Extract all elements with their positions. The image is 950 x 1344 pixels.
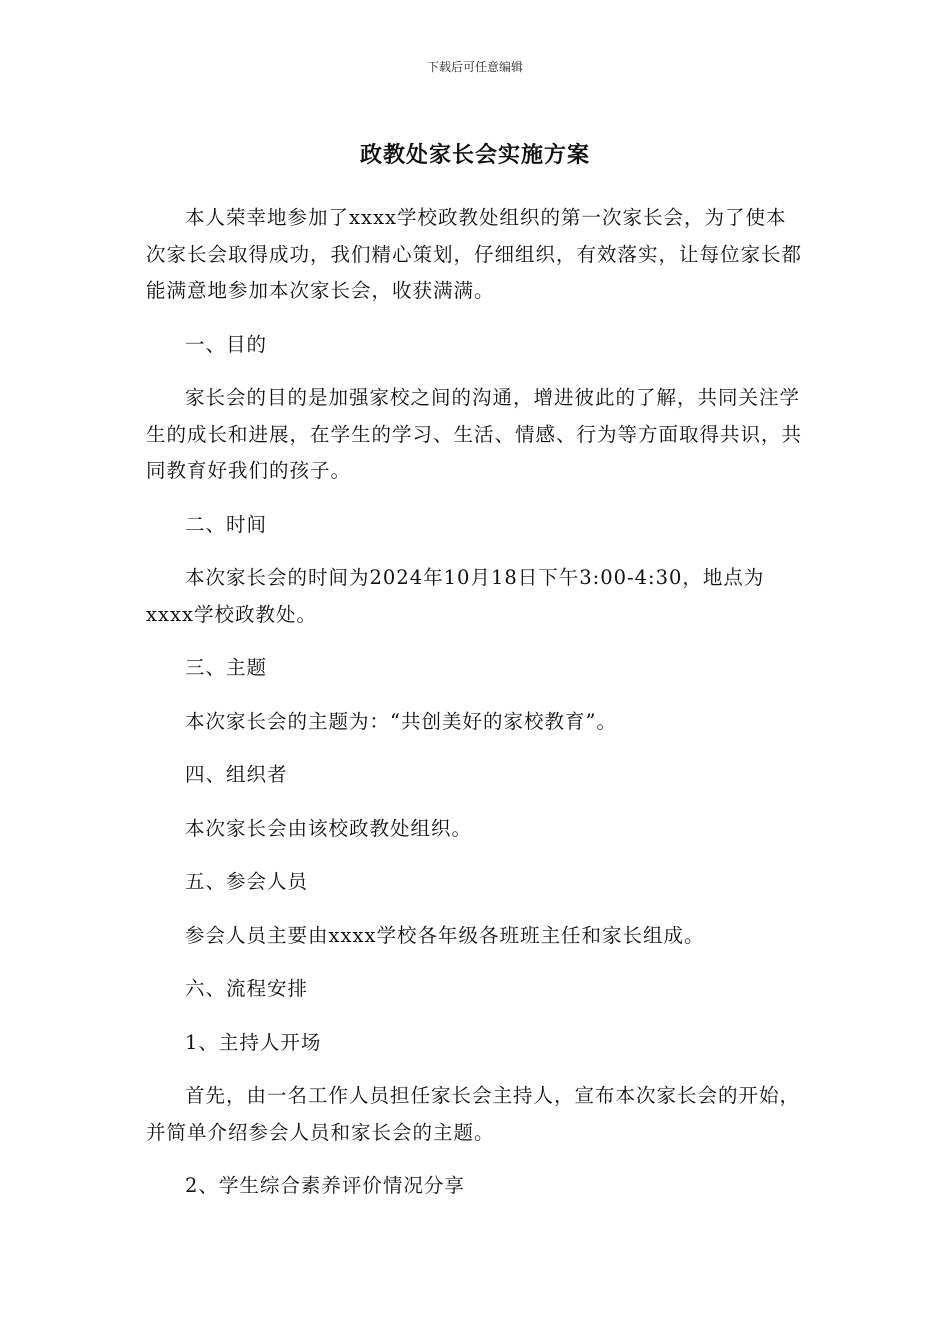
- section-heading-purpose: 一、目的: [185, 332, 268, 356]
- document-body: [146, 200, 806, 1222]
- participants-paragraph: 参会人员主要由xxxx学校各年级各班班主任和家长组成。: [185, 923, 705, 947]
- section-heading-theme: 三、主题: [185, 656, 268, 679]
- section-heading-organizer: 四、组织者: [185, 763, 288, 786]
- section-heading-process: 六、流程安排: [185, 977, 309, 1000]
- document-title: 政教处家长会实施方案: [359, 143, 590, 168]
- purpose-paragraph: 家长会的目的是加强家校之间的沟通，增进彼此的了解，共同关注学生的成长和进展，在学生的学习、生活、情感、行为等方面取得共识，共同教育好我们的孩子。: [146, 386, 803, 482]
- theme-paragraph: 本次家长会的主题为：“共创美好的家校教育”。: [185, 709, 617, 733]
- time-paragraph: 本次家长会的时间为2024年10月18日下午3:00-4:30，地点为xxxx学校政教处。: [146, 566, 765, 626]
- intro-paragraph: 本人荣幸地参加了xxxx学校政教处组织的第一次家长会，为了使本次家长会取得成功，我们精心策划，仔细组织，有效落实，让每位家长都能满意地参加本次家长会，收获满满。: [146, 206, 803, 302]
- process-step-1-paragraph: 首先，由一名工作人员担任家长会主持人，宣布本次家长会的开始，并简单介绍参会人员和家长会的主题。: [146, 1084, 801, 1144]
- process-step-2-heading: 2、学生综合素养评价情况分享: [185, 1174, 465, 1197]
- process-step-1-heading: 1、主持人开场: [185, 1030, 322, 1054]
- header-note: 下载后可任意编辑: [426, 60, 523, 74]
- section-heading-participants: 五、参会人员: [185, 870, 309, 893]
- organizer-paragraph: 本次家长会由该校政教处组织。: [185, 816, 473, 840]
- section-heading-time: 二、时间: [185, 512, 268, 536]
